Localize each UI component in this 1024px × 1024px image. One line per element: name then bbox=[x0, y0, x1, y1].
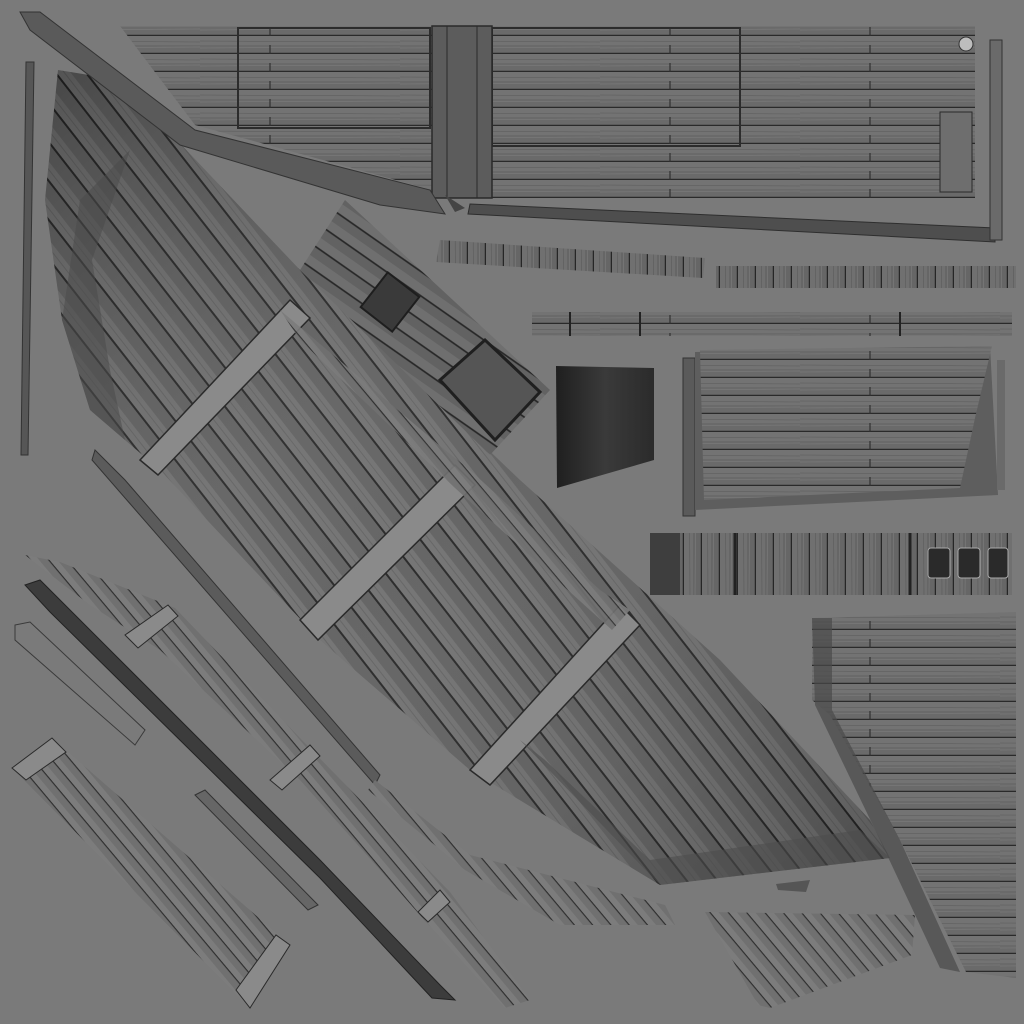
long-plank-bar-island bbox=[716, 266, 1016, 288]
upper-deck-panel-island bbox=[120, 26, 975, 198]
plank-bar-island bbox=[436, 240, 705, 278]
bottom-center-plank-island bbox=[705, 880, 915, 1008]
side-panel-island bbox=[683, 346, 1005, 516]
trim-strip-island bbox=[650, 533, 1012, 595]
left-keel-strip-island bbox=[21, 62, 34, 455]
thin-strip-island bbox=[532, 312, 1012, 336]
dark-metal-panel-island bbox=[556, 366, 654, 488]
left-board-island bbox=[12, 738, 290, 1008]
